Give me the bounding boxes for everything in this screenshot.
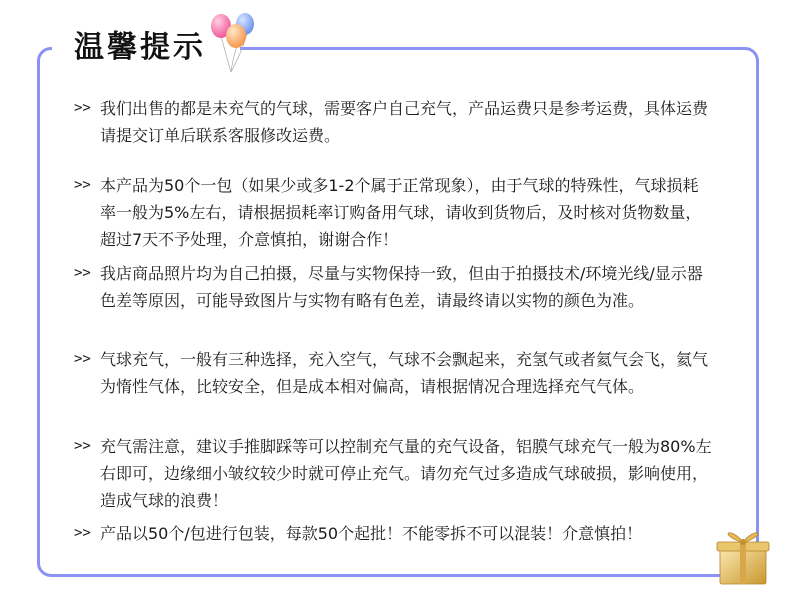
notice-title: 温馨提示 (74, 30, 206, 65)
notice-item-5 (74, 433, 714, 514)
item-marker: >> (74, 438, 91, 454)
gift-box-icon (712, 520, 774, 586)
balloons-icon (203, 6, 263, 76)
notice-item-3 (74, 260, 714, 314)
item-marker: >> (74, 177, 91, 193)
item-marker: >> (74, 100, 91, 116)
item-marker: >> (74, 351, 91, 367)
item-text: 充气需注意，建议手推脚踩等可以控制充气量的充气设备，铝膜气球充气一般为80%左右即可，边缘细小皱纹较少时就可停止充气。请勿充气过多造成气球破损，影响使用，造成气球的浪费！ (100, 437, 712, 510)
item-text: 本产品为50个一包（如果少或多1-2个属于正常现象），由于气球的特殊性，气球损耗率一般为5%左右，请根据损耗率订购备用气球，请收到货物后，及时核对货物数量，超过7天不予处理，介意慎拍，谢谢合作！ (100, 176, 702, 249)
notice-item-2 (74, 172, 714, 253)
item-text: 气球充气，一般有三种选择，充入空气，气球不会飘起来，充氢气或者氦气会飞，氦气为惰性气体，比较安全，但是成本相对偏高，请根据情况合理选择充气气体。 (100, 350, 709, 396)
item-text: 产品以50个/包进行包装，每款50个起批！不能零拆不可以混装！介意慎拍！ (100, 524, 643, 543)
item-text: 我店商品照片均为自己拍摄，尽量与实物保持一致，但由于拍摄技术/环境光线/显示器色差等原因，可能导致图片与实物有略有色差，请最终请以实物的颜色为准。 (100, 264, 703, 310)
notice-item-1 (74, 95, 714, 149)
notice-item-4 (74, 346, 714, 400)
notice-item-6 (74, 520, 714, 547)
item-marker: >> (74, 525, 91, 541)
item-text: 我们出售的都是未充气的气球，需要客户自己充气，产品运费只是参考运费，具体运费请提交订单后联系客服修改运费。 (100, 99, 709, 145)
item-marker: >> (74, 265, 91, 281)
